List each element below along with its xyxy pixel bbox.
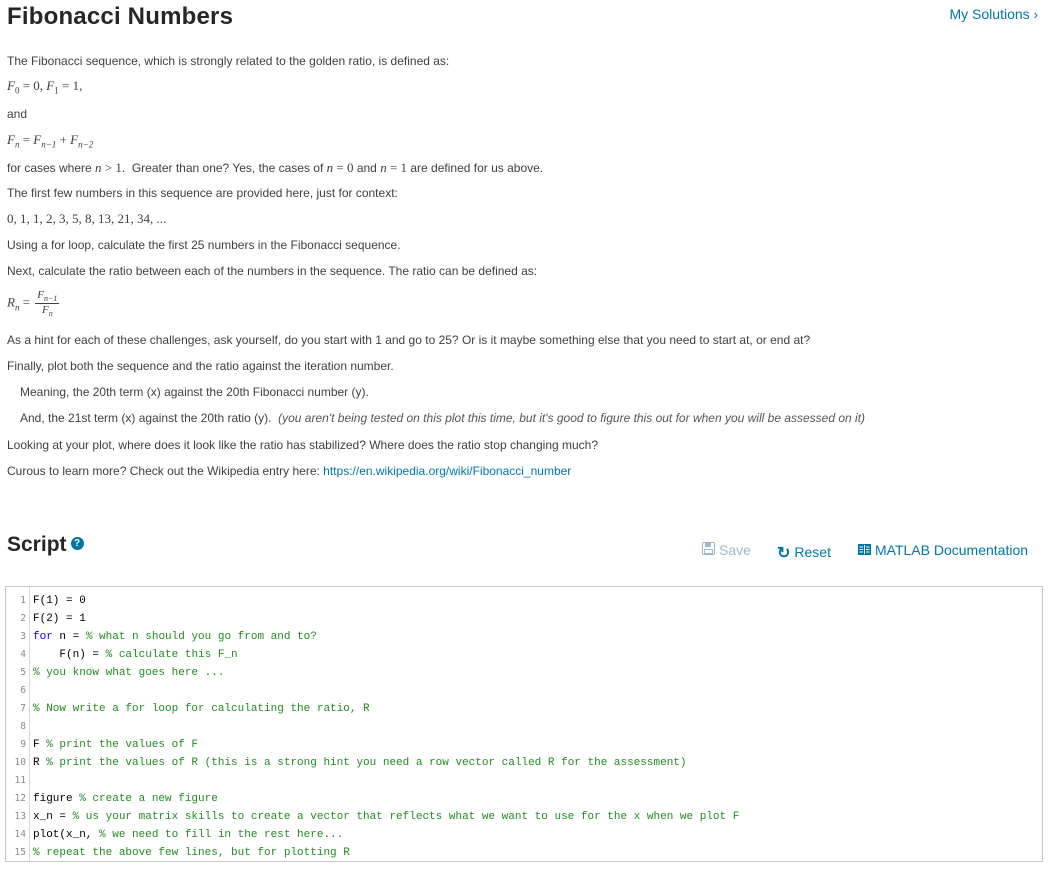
code-comment: % we need to fill in the rest here... bbox=[99, 829, 344, 841]
code-text bbox=[33, 844, 350, 862]
line-number: 4 bbox=[20, 649, 26, 660]
code-editor[interactable] bbox=[5, 586, 1043, 862]
page-title: Fibonacci Numbers bbox=[7, 3, 234, 30]
line-number: 9 bbox=[20, 739, 26, 750]
line-number: 5 bbox=[20, 667, 26, 678]
curious-paragraph bbox=[7, 464, 571, 478]
intro-paragraph: The Fibonacci sequence, which is strongly related to the golden ratio, is defined as: bbox=[7, 54, 450, 68]
plot-paragraph: Finally, plot both the sequence and the ratio against the iteration number. bbox=[7, 359, 394, 373]
code-line[interactable] bbox=[6, 754, 1042, 772]
code-text bbox=[33, 808, 739, 826]
code-comment: % create a new figure bbox=[79, 793, 218, 805]
code-text bbox=[33, 610, 86, 628]
line-number: 11 bbox=[14, 775, 26, 786]
code-line[interactable] bbox=[6, 682, 1042, 700]
code-token: figure bbox=[33, 793, 80, 805]
line-number: 1 bbox=[20, 595, 26, 606]
loop-paragraph: Using a for loop, calculate the first 25 numbers in the Fibonacci sequence. bbox=[7, 238, 401, 252]
code-comment: % us your matrix skills to create a vector that reflects what we want to use for the x when we plot F bbox=[72, 811, 740, 823]
code-line[interactable] bbox=[6, 772, 1042, 790]
code-keyword: for bbox=[33, 631, 53, 643]
code-token: R bbox=[33, 757, 47, 769]
my-solutions-label: My Solutions bbox=[949, 6, 1030, 22]
cases-text-a: for cases where bbox=[7, 161, 92, 175]
chevron-right-icon: › bbox=[1033, 7, 1038, 22]
code-comment: % print the values of F bbox=[46, 739, 199, 751]
code-line[interactable] bbox=[6, 610, 1042, 628]
save-icon bbox=[702, 542, 715, 558]
line-number: 12 bbox=[14, 793, 26, 804]
code-text bbox=[33, 700, 370, 718]
code-token: x_n = bbox=[33, 811, 73, 823]
code-text bbox=[33, 736, 198, 754]
and-21st-paragraph bbox=[20, 411, 865, 425]
reset-label: Reset bbox=[794, 544, 831, 560]
line-number: 13 bbox=[14, 811, 26, 822]
help-icon[interactable]: ? bbox=[71, 537, 84, 550]
fib-recurrence: $F_n = F_{n-1} + F_{n-2}$ bbox=[7, 132, 94, 150]
code-token: F(1) = 0 bbox=[33, 595, 86, 607]
save-button[interactable] bbox=[702, 542, 751, 558]
code-text bbox=[33, 826, 343, 844]
and-21st-note: (you aren't being tested on this plot this time, but it's good to figure this out for when you will be assessed on it) bbox=[278, 411, 866, 425]
code-line[interactable] bbox=[6, 664, 1042, 682]
code-line[interactable] bbox=[6, 736, 1042, 754]
code-line[interactable] bbox=[6, 592, 1042, 610]
sequence-values: 0, 1, 1, 2, 3, 5, 8, 13, 21, 34, ... bbox=[7, 211, 167, 226]
code-text bbox=[33, 754, 687, 772]
code-line[interactable] bbox=[6, 844, 1042, 862]
wikipedia-link[interactable]: https://en.wikipedia.org/wiki/Fibonacci_number bbox=[323, 464, 572, 478]
reset-icon: ↻ bbox=[777, 545, 791, 562]
code-token: n = bbox=[52, 631, 86, 643]
curious-text: Curous to learn more? Check out the Wikipedia entry here: bbox=[7, 464, 320, 478]
cases-paragraph bbox=[7, 160, 543, 176]
code-comment: % you know what goes here ... bbox=[33, 667, 225, 679]
math-n-gt-1: n > 1. bbox=[95, 160, 126, 175]
code-line[interactable] bbox=[6, 808, 1042, 826]
code-line[interactable] bbox=[6, 700, 1042, 718]
code-comment: % Now write a for loop for calculating the ratio, R bbox=[33, 703, 370, 715]
documentation-label: MATLAB Documentation bbox=[875, 542, 1029, 558]
math-n-eq-0: n = 0 bbox=[326, 160, 354, 175]
code-token: plot(x_n, bbox=[33, 829, 100, 841]
code-line[interactable] bbox=[6, 628, 1042, 646]
line-number: 15 bbox=[14, 847, 26, 858]
line-number: 8 bbox=[20, 721, 26, 732]
code-comment: % calculate this F_n bbox=[105, 649, 238, 661]
code-line[interactable] bbox=[6, 718, 1042, 736]
cases-text-b: Greater than one? Yes, the cases of bbox=[131, 161, 324, 175]
line-number: 2 bbox=[20, 613, 26, 624]
looking-paragraph: Looking at your plot, where does it look like the ratio has stabilized? Where does the ratio stop changing much? bbox=[7, 438, 599, 452]
cases-text-d: are defined for us above. bbox=[410, 161, 544, 175]
code-text bbox=[33, 592, 86, 610]
code-comment: % print the values of R (this is a strong hint you need a row vector called R for the assessment) bbox=[46, 757, 687, 769]
save-label: Save bbox=[719, 542, 751, 558]
matlab-documentation-button[interactable] bbox=[858, 542, 1028, 558]
ratio-paragraph: Next, calculate the ratio between each of the numbers in the sequence. The ratio can be defined as: bbox=[7, 264, 538, 278]
code-comment: % what n should you go from and to? bbox=[85, 631, 317, 643]
meaning-paragraph: Meaning, the 20th term (x) against the 20th Fibonacci number (y). bbox=[20, 385, 369, 399]
cases-text-c: and bbox=[356, 161, 377, 175]
hint-paragraph: As a hint for each of these challenges, ask yourself, do you start with 1 and go to 25? Or is it maybe something else that you need to start at, or end at? bbox=[7, 333, 811, 347]
math-n-eq-1: n = 1 bbox=[380, 160, 408, 175]
line-number: 10 bbox=[14, 757, 26, 768]
code-line[interactable] bbox=[6, 790, 1042, 808]
line-number: 3 bbox=[20, 631, 26, 642]
first-few-paragraph: The first few numbers in this sequence are provided here, just for context: bbox=[7, 186, 398, 200]
code-text bbox=[33, 664, 224, 682]
code-token: F bbox=[33, 739, 47, 751]
my-solutions-link[interactable] bbox=[950, 6, 1039, 22]
and-text: and bbox=[7, 107, 28, 121]
code-line[interactable] bbox=[6, 646, 1042, 664]
code-token: F(n) = bbox=[33, 649, 106, 661]
line-number: 14 bbox=[14, 829, 26, 840]
fib-initial-conditions: $F_0 = 0$, $F_1 = 1$, bbox=[7, 78, 83, 96]
and-21st-text: And, the 21st term (x) against the 20th ratio (y). bbox=[20, 411, 272, 425]
script-heading bbox=[7, 533, 84, 557]
documentation-icon bbox=[858, 542, 871, 558]
code-text bbox=[33, 790, 218, 808]
line-number: 7 bbox=[20, 703, 26, 714]
code-text bbox=[33, 628, 317, 646]
code-comment: % repeat the above few lines, but for plotting R bbox=[33, 847, 350, 859]
reset-button[interactable] bbox=[777, 542, 831, 562]
code-token: F(2) = 1 bbox=[33, 613, 86, 625]
ratio-formula: $R_n$ = $\frac{F_{n-1}}{F_n}$ bbox=[7, 289, 58, 319]
script-title: Script bbox=[7, 533, 67, 556]
code-line[interactable] bbox=[6, 826, 1042, 844]
code-text bbox=[33, 646, 238, 664]
line-number: 6 bbox=[20, 685, 26, 696]
